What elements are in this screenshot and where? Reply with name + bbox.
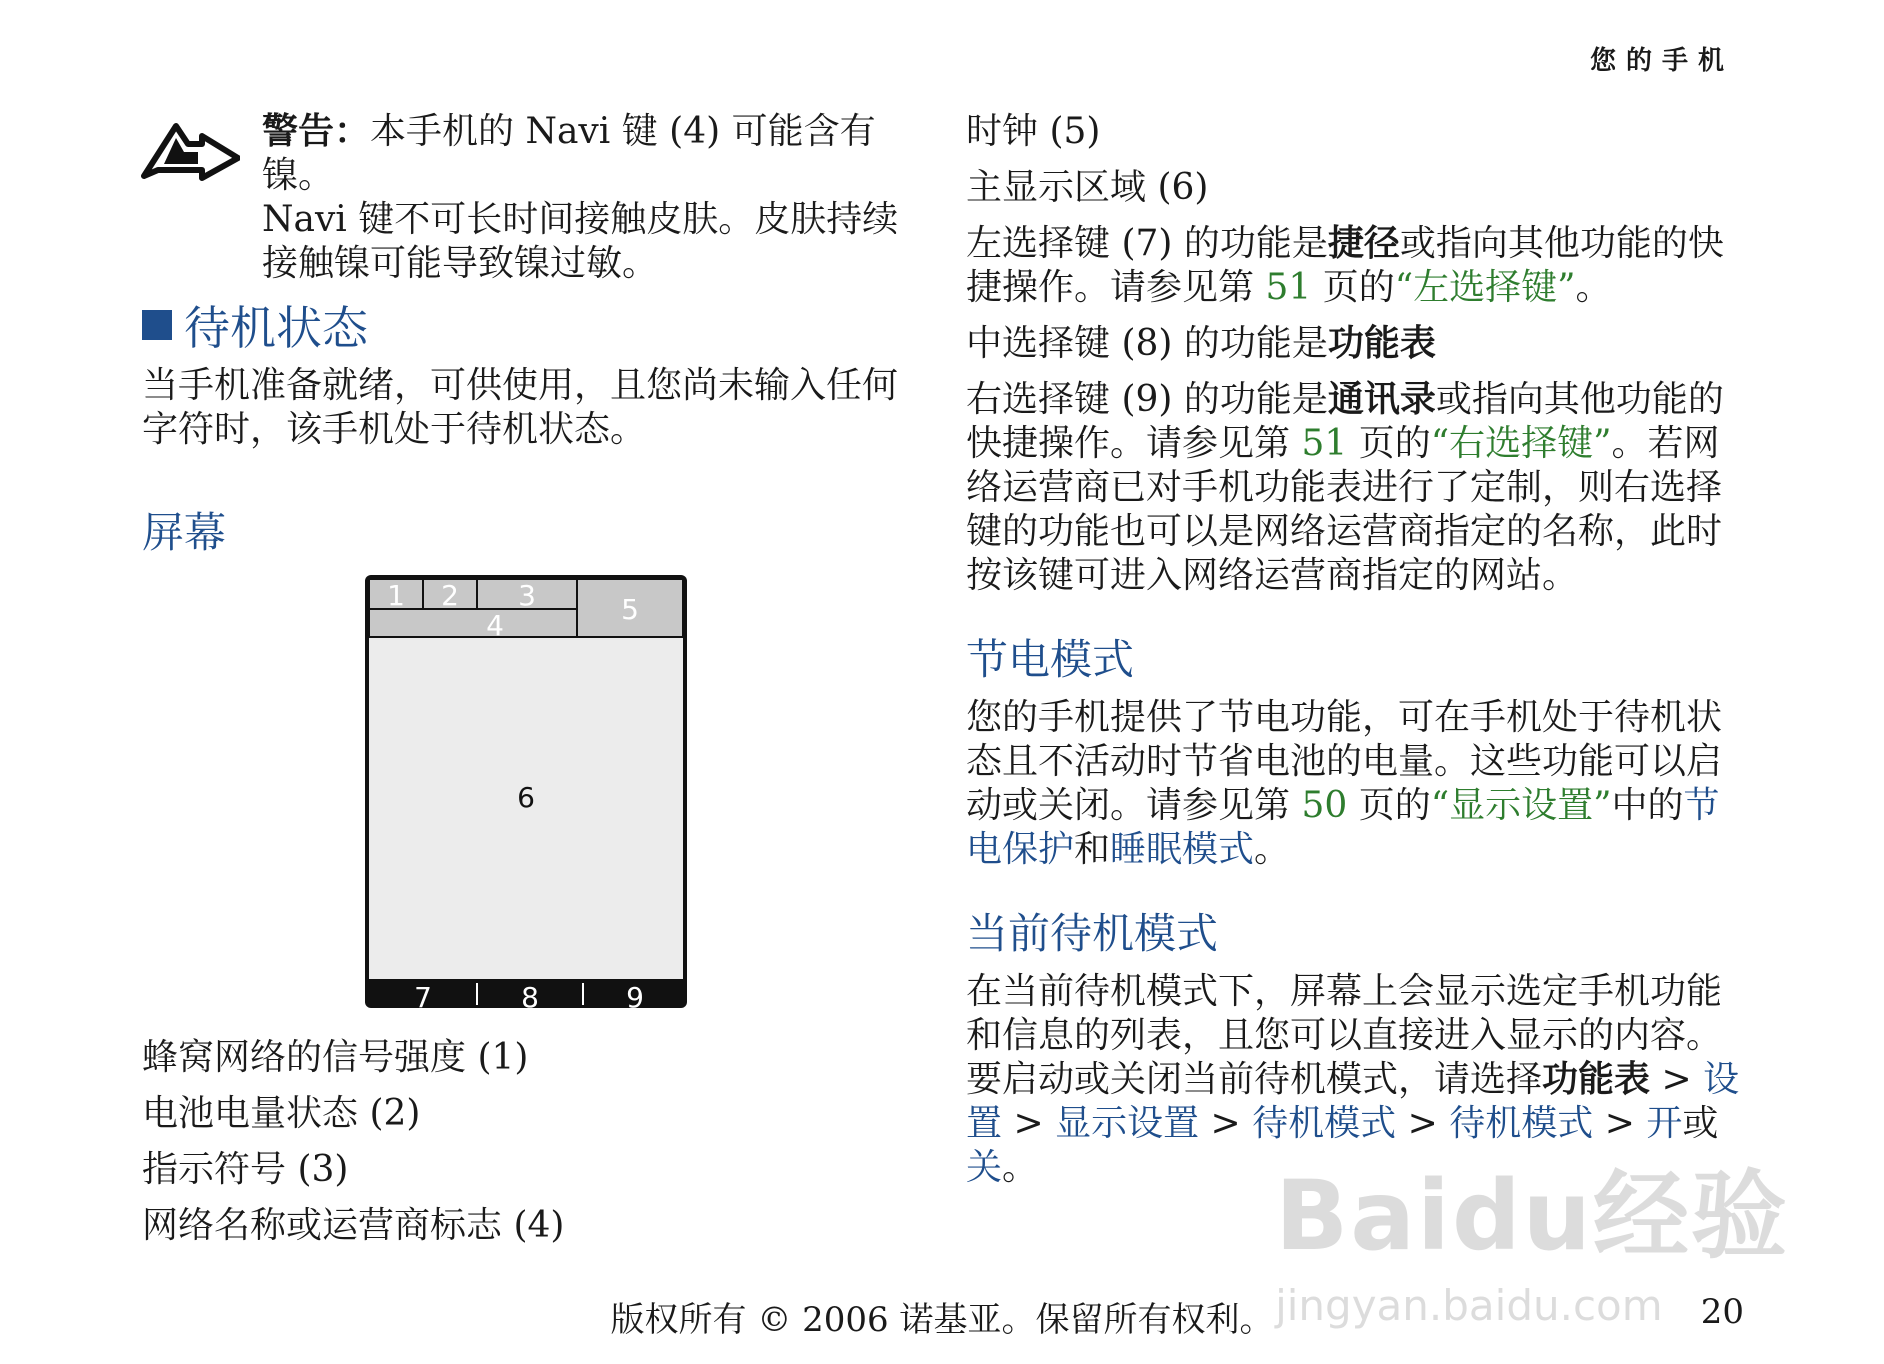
heading-square-icon: [142, 310, 172, 340]
page-link[interactable]: 50: [1301, 785, 1348, 826]
power-saver-term[interactable]: 电保护: [966, 829, 1075, 870]
sleep-mode-term[interactable]: 睡眠模式: [1110, 829, 1255, 870]
screen-label-4: 4: [486, 609, 504, 642]
main-area-item: 主显示区域 (6): [966, 167, 1209, 208]
standby-line-2: 字符时，该手机处于待机状态。: [142, 409, 647, 450]
copyright-footer: 版权所有 © 2006 诺基亚。保留所有权利。: [610, 1300, 1274, 1340]
screen-heading: 屏幕: [142, 508, 227, 557]
screen-label-1: 1: [387, 579, 405, 612]
right-column: [966, 110, 1746, 1202]
option-on[interactable]: 开: [1646, 1103, 1683, 1144]
warning-line-3: 接触镍可能导致镍过敏。: [262, 243, 659, 284]
page-link[interactable]: 51: [1301, 423, 1348, 464]
power-saver-heading: 节电模式: [966, 635, 1135, 684]
menu-path-standby-mode[interactable]: 待机模式: [1449, 1103, 1594, 1144]
screen-label-7: 7: [414, 981, 432, 1010]
screen-label-8: 8: [521, 981, 539, 1010]
standby-paragraph: [142, 364, 922, 452]
page-link[interactable]: 51: [1265, 267, 1312, 308]
warning-label: 警告：: [262, 111, 371, 152]
page-number: 20: [1700, 1292, 1744, 1332]
option-off[interactable]: 关: [966, 1147, 1003, 1188]
screen-label-2: 2: [441, 579, 459, 612]
standby-heading: [142, 292, 368, 358]
menu-path-standby[interactable]: 待机模式: [1252, 1103, 1397, 1144]
list-item: 蜂窝网络的信号强度 (1): [142, 1037, 529, 1078]
power-saver-paragraph: 您的手机提供了节电功能，可在手机处于待机状 态且不活动时节省电池的电量。这些功能可以启 动或关闭。请参见第 50 页的“显示设置”中的节 电保护和睡眠模式。: [966, 697, 1723, 870]
list-item: 电池电量状态 (2): [142, 1093, 421, 1134]
screen-items-list: [142, 1036, 564, 1260]
warning-hand-icon: [140, 118, 240, 188]
warning-text: [262, 110, 902, 286]
watermark-url: jingyan.baidu.com: [1275, 1281, 1663, 1330]
menu-path-settings[interactable]: 置: [966, 1103, 1003, 1144]
screen-label-9: 9: [626, 981, 644, 1010]
screen-label-5: 5: [621, 593, 639, 626]
screen-label-6: 6: [517, 781, 535, 814]
right-key-paragraph: 右选择键 (9) 的功能是通讯录或指向其他功能的 快捷操作。请参见第 51 页的“右选择键”。若网 络运营商已对手机功能表进行了定制，则右选择 键的功能也可以是网络运营商指定的名称，此时 按该键可进入网络运营商指定的网站。: [966, 379, 1724, 596]
running-header: 您的手机: [1589, 46, 1734, 76]
mid-key-paragraph: 中选择键 (8) 的功能是功能表: [966, 323, 1436, 364]
menu-path-display[interactable]: 显示设置: [1055, 1103, 1200, 1144]
screen-diagram: [363, 573, 689, 1010]
left-key-link[interactable]: “左选择键”: [1394, 267, 1576, 308]
list-item: 指示符号 (3): [142, 1149, 349, 1190]
active-standby-heading: 当前待机模式: [966, 909, 1219, 958]
watermark-logo: Baidu经验: [1275, 1160, 1789, 1272]
left-key-paragraph: 左选择键 (7) 的功能是捷径或指向其他功能的快 捷操作。请参见第 51 页的“左选择键”。: [966, 223, 1724, 308]
screen-label-3: 3: [518, 579, 536, 612]
standby-line-1: 当手机准备就绪，可供使用，且您尚未输入任何: [142, 365, 899, 406]
warning-line-2: Navi 键不可长时间接触皮肤。皮肤持续: [262, 199, 899, 240]
warning-line-1: 本手机的 Navi 键 (4) 可能含有镍。: [262, 111, 876, 196]
clock-item: 时钟 (5): [966, 111, 1101, 152]
right-key-link[interactable]: “右选择键”: [1430, 423, 1612, 464]
active-standby-paragraph: 在当前待机模式下，屏幕上会显示选定手机功能 和信息的列表，且您可以直接进入显示的内容。 要启动或关闭当前待机模式，请选择功能表 > 设 置 > 显示设置 > 待机模式 > 待机模式 > 开或关。: [966, 971, 1740, 1188]
menu-path-settings[interactable]: 设: [1703, 1059, 1740, 1100]
power-saver-term[interactable]: 节: [1683, 785, 1720, 826]
list-item: 网络名称或运营商标志 (4): [142, 1205, 565, 1246]
display-settings-link[interactable]: “显示设置”: [1430, 785, 1612, 826]
standby-title: 待机状态: [184, 301, 368, 355]
